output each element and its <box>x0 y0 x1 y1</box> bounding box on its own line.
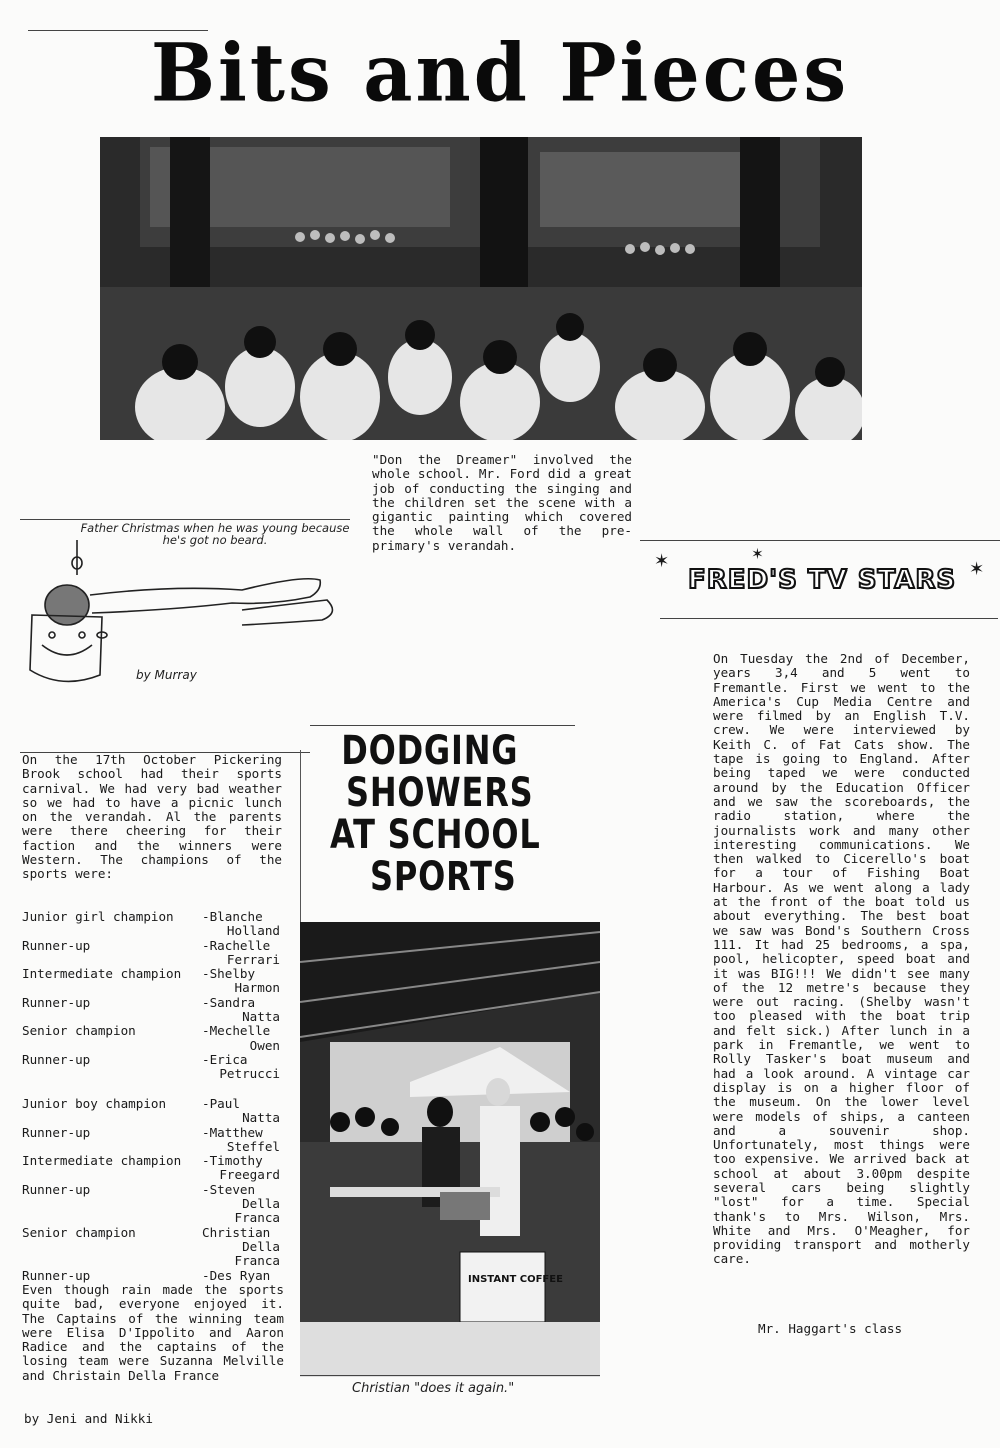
sports-presentation-photo <box>300 922 600 1377</box>
sports-heading-top-rule <box>310 725 575 726</box>
drawing-caption: Father Christmas when he was young because he's got no beard. <box>80 521 350 547</box>
champion-entry <box>22 1269 284 1283</box>
tv-stars-top-rule <box>640 540 1000 541</box>
boys-champions-list <box>22 1097 284 1283</box>
tv-stars-star-right-icon: ✶ <box>970 556 984 581</box>
champion-surname: Holland <box>226 923 280 939</box>
champion-role: Runner-up <box>22 1267 91 1283</box>
champion-name: -Sandra <box>202 994 256 1010</box>
champion-entry <box>22 967 284 996</box>
sports-credit: by Jeni and Nikki <box>24 1411 153 1426</box>
tv-stars-star-left-icon: ✶ <box>655 548 669 573</box>
champion-surname: Harmon <box>234 980 280 996</box>
school-play-photo-art <box>100 137 862 440</box>
sports-heading-line-3: AT SCHOOL <box>330 812 541 858</box>
champion-role: Junior girl champion <box>22 909 174 924</box>
champion-surname: Owen <box>249 1037 280 1053</box>
champion-role: Intermediate champion <box>22 1153 182 1169</box>
champion-role: Senior champion <box>22 1023 136 1039</box>
sports-intro: On the 17th October Pickering Brook school had their sports carnival. We had very bad weather so we had to have a picnic lunch on the verandah. Al the parents were there cheering for their faction and the winners were Western. The champions of the sports were: <box>22 752 282 882</box>
champion-role: Senior champion <box>22 1224 136 1240</box>
champion-name: Christian <box>202 1224 271 1240</box>
sports-heading-line-4: SPORTS <box>370 854 517 900</box>
girls-champions-list <box>22 910 284 1082</box>
champion-entry <box>22 1226 284 1269</box>
champion-surname: Della Franca <box>234 1238 280 1269</box>
drawing-credit: by Murray <box>136 668 197 682</box>
champion-entry <box>22 1183 284 1226</box>
champion-entry <box>22 1053 284 1082</box>
champion-role: Intermediate champion <box>22 966 182 982</box>
page-title: Bits and Pieces <box>150 25 850 120</box>
champion-role: Junior boy champion <box>22 1096 167 1111</box>
champion-name: -Timothy <box>202 1153 263 1169</box>
sports-photo-bottom-rule <box>300 1375 600 1376</box>
champion-name: -Steven <box>202 1181 256 1197</box>
sports-heading <box>330 730 630 898</box>
champion-name: -Shelby <box>202 966 256 982</box>
champion-role: Runner-up <box>22 1051 91 1067</box>
coffee-box-label: INSTANT COFFEE <box>468 1274 563 1285</box>
champion-entry <box>22 996 284 1025</box>
champion-surname: Natta <box>242 1009 280 1025</box>
champion-entry <box>22 1154 284 1183</box>
champion-entry <box>22 939 284 968</box>
champion-name: -Mechelle <box>202 1023 271 1039</box>
tv-stars-star-mid-icon: ✶ <box>752 543 763 564</box>
champion-surname: Ferrari <box>226 951 280 967</box>
sports-heading-line-1: DODGING <box>341 728 519 774</box>
champion-name: -Des Ryan <box>202 1267 271 1283</box>
champion-role: Runner-up <box>22 994 91 1010</box>
champion-name: -Rachelle <box>202 937 271 953</box>
champion-role: Runner-up <box>22 937 91 953</box>
champion-role: Runner-up <box>22 1181 91 1197</box>
champion-name: -Erica <box>202 1051 248 1067</box>
school-play-photo <box>100 137 862 440</box>
play-caption: "Don the Dreamer" involved the whole school. Mr. Ford did a great job of conducting the singing and the children set the scene with a gigantic painting which covered the whole wall of the pre-primary's verandah. <box>372 452 632 553</box>
tv-stars-article: On Tuesday the 2nd of December, years 3,4 and 5 went to Fremantle. First we went to the America's Cup Media Centre and were filmed by an English T.V. crew. We were interviewed by Keith C. of Fat Cats show. The tape is going to England. After being taped we were conducted around by the Education Officer and we saw the scoreboards, the radio station, where the journalists work and many other interesting communications. We then walked to Cicerello's boat for a tour of Fishing Boat Harbour. As we went along a lady at the front of the boat told us about everything. The best boat we saw was Bond's Southern Cross 111. It had 25 bedrooms, a spa, pool, helicopter, speed boat and it was BIG!!! We didn't see many of the 12 metre's because they were out racing. (Shelby wasn't too pleased with the boat trip and felt sick.) After lunch in a park in Fremantle, we went to Rolly Tasker's boat museum and had a look around. A vintage car display is on a higher floor of the museum. On the lower level were models of ships, a canteen and a souvenir shop. Unfortunately, most things were too expensive. We arrived back at school at about 3.00pm despite several cars being slightly "lost" for a time. Special thank's to Mrs. Wilson, Mrs. White and Mrs. O'Meagher, for providing transport and motherly care. <box>713 651 970 1267</box>
drawing-top-rule <box>20 519 350 520</box>
tv-stars-bottom-rule <box>660 618 998 619</box>
champion-entry <box>22 910 284 939</box>
champion-role: Runner-up <box>22 1124 91 1140</box>
sports-closing: Even though rain made the sports quite bad, everyone enjoyed it. The Captains of the winning team were Elisa D'Ippolito and Aaron Radice and the captains of the losing team were Suzanna Melville and Christain Della France <box>22 1282 284 1383</box>
champion-name: -Paul <box>202 1096 240 1111</box>
champion-surname: Freegard <box>219 1167 280 1183</box>
champion-surname: Petrucci <box>219 1066 280 1082</box>
champion-entry <box>22 1126 284 1155</box>
sports-photo-caption: Christian "does it again." <box>352 1381 515 1396</box>
champion-surname: Della Franca <box>234 1196 280 1226</box>
champion-entry <box>22 1097 284 1126</box>
tv-stars-heading: FRED'S TV STARS <box>688 565 957 595</box>
champion-surname: Steffel <box>226 1138 280 1154</box>
tv-stars-credit: Mr. Haggart's class <box>758 1321 903 1336</box>
champion-name: -Matthew <box>202 1124 263 1140</box>
sports-heading-line-2: SHOWERS <box>346 770 534 816</box>
sports-presentation-photo-art <box>300 922 600 1377</box>
champion-surname: Natta <box>242 1110 280 1126</box>
champion-name: -Blanche <box>202 909 263 924</box>
champion-entry <box>22 1024 284 1053</box>
